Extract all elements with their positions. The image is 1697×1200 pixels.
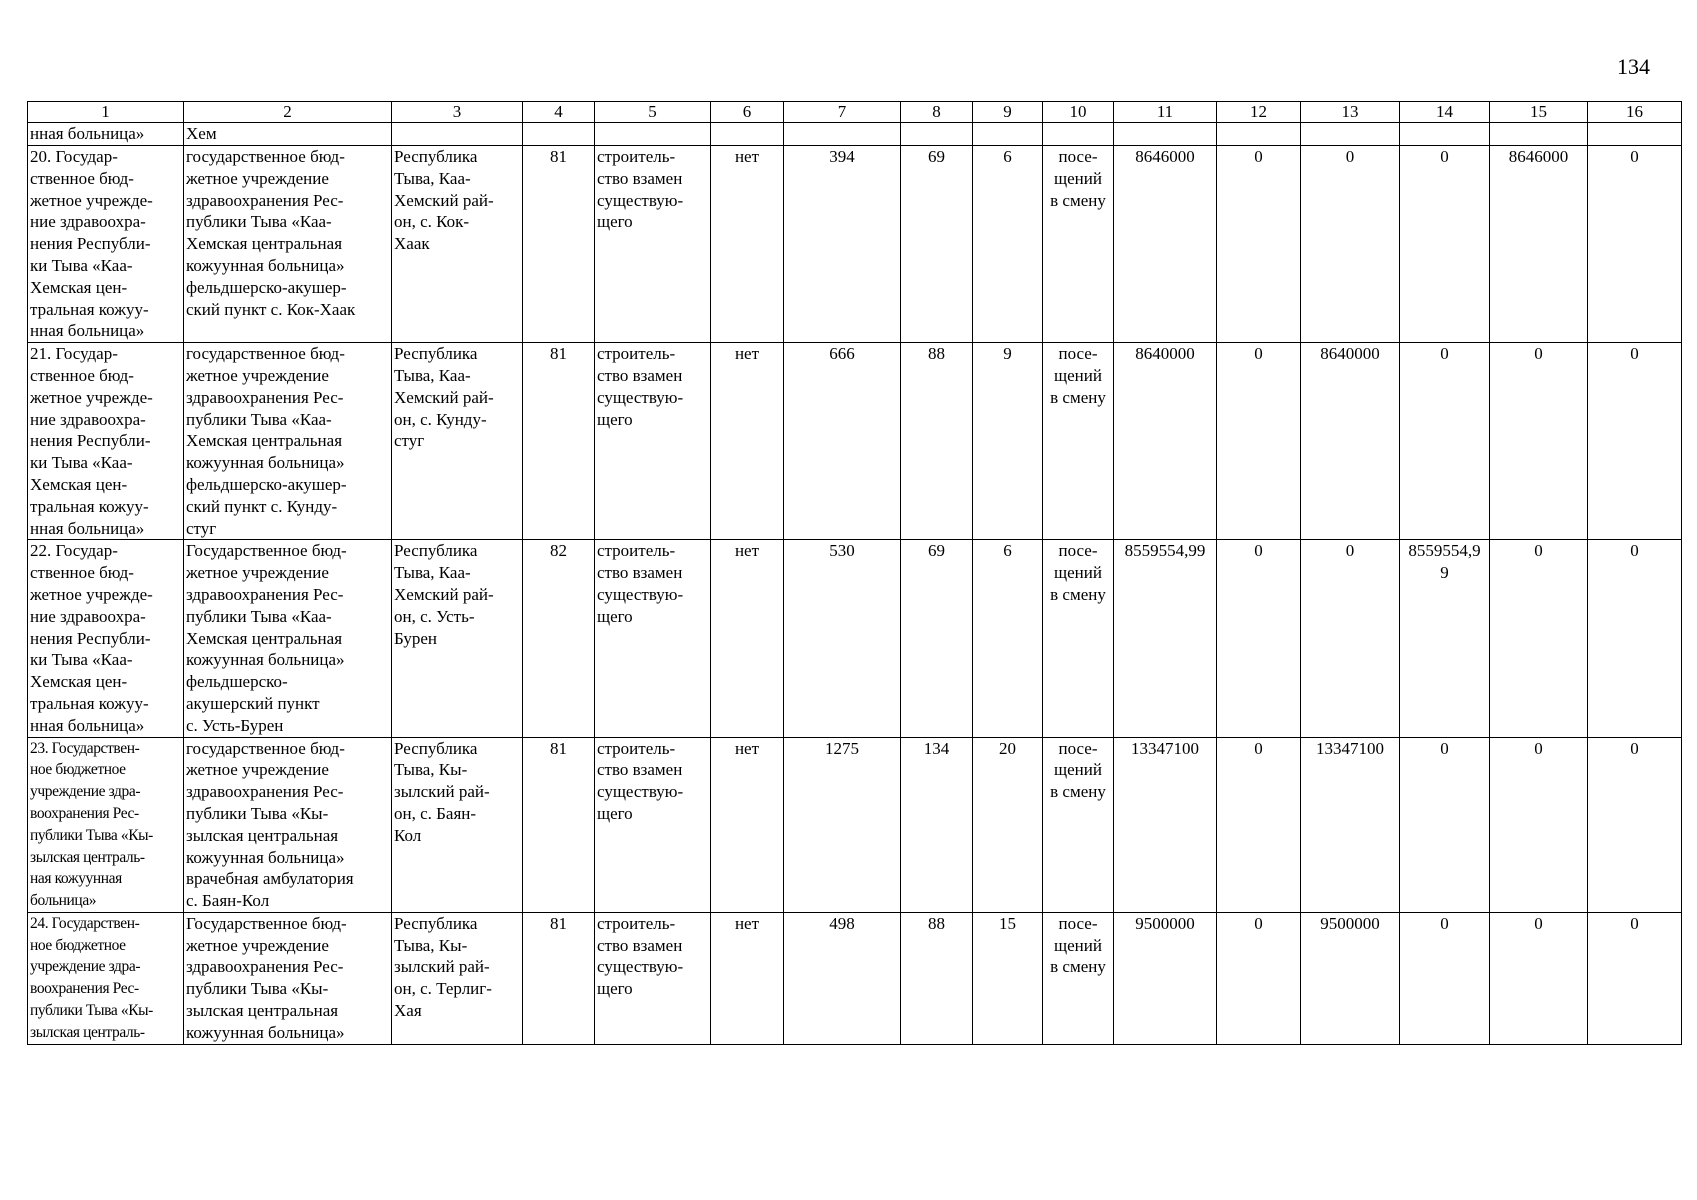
continuation-row	[28, 123, 1682, 146]
cell-location: Республика Тыва, Каа- Хемский рай- он, с. Кок- Хаак	[392, 146, 523, 343]
cell-work-type: строитель- ство взамен существую- щего	[595, 146, 711, 343]
cell-col12: 0	[1217, 540, 1301, 737]
header-cell: 6	[711, 102, 784, 123]
header-cell: 10	[1043, 102, 1114, 123]
header-cell: 1	[28, 102, 184, 123]
cell-work-type: строитель- ство взамен существую- щего	[595, 737, 711, 912]
cell-col13: 0	[1301, 540, 1400, 737]
cell-col15: 0	[1490, 912, 1588, 1044]
cell-facility: Государственное бюд- жетное учреждение здравоохранения Рес- публики Тыва «Каа- Хемская центральная кожуунная больница» фельдшерско- акушерский пункт с. Усть-Бурен	[184, 540, 392, 737]
cell-empty	[1588, 123, 1682, 146]
cell-empty	[901, 123, 973, 146]
table-row	[28, 912, 1682, 1044]
header-cell: 14	[1400, 102, 1490, 123]
cell-institution: 24. Государствен- ное бюджетное учреждение здра- воохранения Рес- публики Тыва «Кы- зылская централь-	[28, 912, 184, 1044]
cell-col6: нет	[711, 540, 784, 737]
cell-empty	[1301, 123, 1400, 146]
cell-institution: 21. Государ- ственное бюд- жетное учрежде- ние здравоохра- нения Республи- ки Тыва «Каа- Хемская цен- тральная кожуу- нная больница»	[28, 343, 184, 540]
cell-institution: нная больница»	[28, 123, 184, 146]
cell-col4: 82	[523, 540, 595, 737]
cell-col13: 13347100	[1301, 737, 1400, 912]
cell-col14: 0	[1400, 343, 1490, 540]
cell-col16: 0	[1588, 540, 1682, 737]
cell-facility: государственное бюд- жетное учреждение здравоохранения Рес- публики Тыва «Каа- Хемская центральная кожуунная больница» фельдшерско-акушер- ский пункт с. Кунду- стуг	[184, 343, 392, 540]
cell-location: Республика Тыва, Каа- Хемский рай- он, с. Кунду- стуг	[392, 343, 523, 540]
header-cell: 3	[392, 102, 523, 123]
cell-institution: 20. Государ- ственное бюд- жетное учрежде- ние здравоохра- нения Республи- ки Тыва «Каа- Хемская цен- тральная кожуу- нная больница»	[28, 146, 184, 343]
cell-col15: 0	[1490, 343, 1588, 540]
table-row	[28, 540, 1682, 737]
cell-location: Республика Тыва, Каа- Хемский рай- он, с. Усть- Бурен	[392, 540, 523, 737]
cell-col7: 666	[784, 343, 901, 540]
cell-col16: 0	[1588, 737, 1682, 912]
cell-empty	[784, 123, 901, 146]
cell-col9: 20	[973, 737, 1043, 912]
cell-col15: 8646000	[1490, 146, 1588, 343]
cell-col9: 6	[973, 540, 1043, 737]
cell-empty	[973, 123, 1043, 146]
cell-col4: 81	[523, 343, 595, 540]
cell-unit: посе- щений в смену	[1043, 540, 1114, 737]
cell-col15: 0	[1490, 737, 1588, 912]
header-cell: 13	[1301, 102, 1400, 123]
header-cell: 9	[973, 102, 1043, 123]
cell-empty	[1490, 123, 1588, 146]
cell-total: 8646000	[1114, 146, 1217, 343]
cell-col13: 0	[1301, 146, 1400, 343]
cell-col12: 0	[1217, 912, 1301, 1044]
cell-col4: 81	[523, 146, 595, 343]
cell-col7: 1275	[784, 737, 901, 912]
header-cell: 5	[595, 102, 711, 123]
header-cell: 15	[1490, 102, 1588, 123]
cell-col13: 8640000	[1301, 343, 1400, 540]
table-row	[28, 146, 1682, 343]
cell-facility: Хем	[184, 123, 392, 146]
cell-col7: 498	[784, 912, 901, 1044]
cell-empty	[711, 123, 784, 146]
cell-col14: 0	[1400, 912, 1490, 1044]
cell-empty	[392, 123, 523, 146]
cell-col7: 394	[784, 146, 901, 343]
header-cell: 7	[784, 102, 901, 123]
cell-col14: 0	[1400, 737, 1490, 912]
cell-col15: 0	[1490, 540, 1588, 737]
cell-col14: 0	[1400, 146, 1490, 343]
cell-col13: 9500000	[1301, 912, 1400, 1044]
cell-facility: государственное бюд- жетное учреждение здравоохранения Рес- публики Тыва «Каа- Хемская центральная кожуунная больница» фельдшерско-акушер- ский пункт с. Кок-Хаак	[184, 146, 392, 343]
cell-location: Республика Тыва, Кы- зылский рай- он, с. Терлиг- Хая	[392, 912, 523, 1044]
cell-empty	[523, 123, 595, 146]
cell-col4: 81	[523, 737, 595, 912]
cell-col8: 88	[901, 912, 973, 1044]
cell-col6: нет	[711, 343, 784, 540]
cell-empty	[1217, 123, 1301, 146]
cell-col9: 6	[973, 146, 1043, 343]
cell-col6: нет	[711, 737, 784, 912]
cell-institution: 22. Государ- ственное бюд- жетное учрежде- ние здравоохра- нения Республи- ки Тыва «Каа- Хемская цен- тральная кожуу- нная больница»	[28, 540, 184, 737]
table-row	[28, 737, 1682, 912]
cell-empty	[595, 123, 711, 146]
cell-col9: 9	[973, 343, 1043, 540]
cell-unit: посе- щений в смену	[1043, 343, 1114, 540]
cell-work-type: строитель- ство взамен существую- щего	[595, 540, 711, 737]
cell-col4: 81	[523, 912, 595, 1044]
cell-unit: посе- щений в смену	[1043, 737, 1114, 912]
cell-col8: 69	[901, 146, 973, 343]
cell-empty	[1114, 123, 1217, 146]
cell-institution: 23. Государствен- ное бюджетное учреждение здра- воохранения Рес- публики Тыва «Кы- зылская централь- ная кожуунная больница»	[28, 737, 184, 912]
header-cell: 8	[901, 102, 973, 123]
cell-total: 8559554,99	[1114, 540, 1217, 737]
cell-col6: нет	[711, 146, 784, 343]
header-cell: 12	[1217, 102, 1301, 123]
cell-col16: 0	[1588, 343, 1682, 540]
cell-col12: 0	[1217, 146, 1301, 343]
header-cell: 4	[523, 102, 595, 123]
cell-empty	[1043, 123, 1114, 146]
cell-col12: 0	[1217, 737, 1301, 912]
cell-col9: 15	[973, 912, 1043, 1044]
cell-total: 9500000	[1114, 912, 1217, 1044]
cell-total: 13347100	[1114, 737, 1217, 912]
cell-col8: 88	[901, 343, 973, 540]
cell-col8: 69	[901, 540, 973, 737]
cell-facility: Государственное бюд- жетное учреждение здравоохранения Рес- публики Тыва «Кы- зылская центральная кожуунная больница»	[184, 912, 392, 1044]
cell-col16: 0	[1588, 146, 1682, 343]
cell-col6: нет	[711, 912, 784, 1044]
cell-col8: 134	[901, 737, 973, 912]
cell-col12: 0	[1217, 343, 1301, 540]
header-row	[28, 102, 1682, 123]
cell-work-type: строитель- ство взамен существую- щего	[595, 912, 711, 1044]
cell-unit: посе- щений в смену	[1043, 912, 1114, 1044]
page-number: 134	[1617, 54, 1650, 79]
header-cell: 2	[184, 102, 392, 123]
cell-col14: 8559554,9 9	[1400, 540, 1490, 737]
cell-unit: посе- щений в смену	[1043, 146, 1114, 343]
header-cell: 16	[1588, 102, 1682, 123]
cell-total: 8640000	[1114, 343, 1217, 540]
data-table	[27, 101, 1682, 1045]
header-cell: 11	[1114, 102, 1217, 123]
table-row	[28, 343, 1682, 540]
cell-location: Республика Тыва, Кы- зылский рай- он, с. Баян- Кол	[392, 737, 523, 912]
cell-col7: 530	[784, 540, 901, 737]
cell-facility: государственное бюд- жетное учреждение здравоохранения Рес- публики Тыва «Кы- зылская центральная кожуунная больница» врачебная амбулатория с. Баян-Кол	[184, 737, 392, 912]
cell-empty	[1400, 123, 1490, 146]
cell-work-type: строитель- ство взамен существую- щего	[595, 343, 711, 540]
cell-col16: 0	[1588, 912, 1682, 1044]
